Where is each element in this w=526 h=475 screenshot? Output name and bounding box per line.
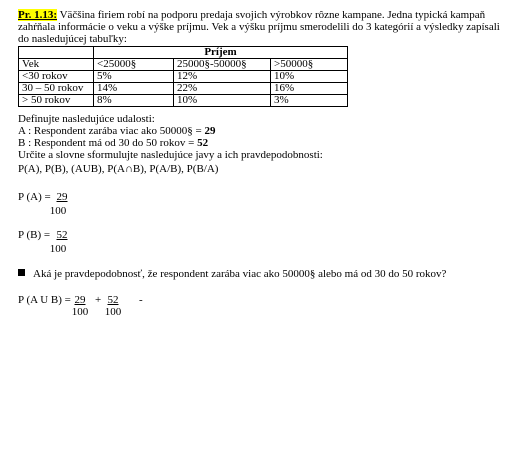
event-a-value: 29 [204,125,216,137]
event-b [18,137,208,149]
problem-intro-line1 [18,9,485,21]
pa-denominator: 100 [49,205,67,217]
table-cell: 30 – 50 rokov [19,83,94,95]
table-corner [19,47,94,59]
table-cell: 5% [94,71,174,83]
column-header: Vek [19,59,94,71]
pb-denominator: 100 [49,243,67,255]
events-heading: Definujte nasledujúce udalosti: [18,113,155,125]
q1-fraction-1: $\frac{29}{100}$ [71,294,89,318]
event-a [18,125,215,137]
column-header: 25000§-50000§ [174,59,271,71]
table-row [19,95,348,107]
table-group-header: Príjem [94,47,348,59]
table-row [19,83,348,95]
events-list: P(A), P(B), (AUB), P(A∩B), P(A/B), P(B/A) [18,163,219,175]
pa-lhs: P (A) = [18,191,51,203]
event-b-value: 52 [197,137,209,149]
table-cell: > 50 rokov [19,95,94,107]
question-1 [18,268,446,280]
table-row [19,71,348,83]
intro-text-1: Väčšina firiem robí na podporu predaja svojich výrobkov rôzne kampane. Jedna typická kampaň [59,9,486,21]
pa-numerator: 29 [56,191,68,203]
q1-plus: + [95,294,102,306]
table-cell: 8% [94,95,174,107]
q1-fraction-2: $\frac{52}{100}$ [104,294,122,318]
event-a-text: A : Respondent zarába viac ako 50000§ = [18,125,205,137]
column-header: >50000§ [271,59,348,71]
problem-intro-line3: do nasledujúcej tabuľky: [18,33,127,45]
problem-label: Pr. 1.13: [18,9,58,21]
event-b-text: B : Respondent má od 30 do 50 rokov = [18,137,198,149]
q1-minus: - [139,294,143,306]
problem-intro-line2: zahŕňala informácie o veku a výške príjmu. Vek a výšku príjmu smerodelili do 3 kategórií a výsledky zapísali [18,21,500,33]
bullet-square-icon [18,269,25,276]
table-cell: 10% [271,71,348,83]
pb-lhs: P (B) = [18,229,51,241]
events-task: Určite a slovne sformulujte nasledujúce javy a ich pravdepodobnosti: [18,149,323,161]
table-cell: 16% [271,83,348,95]
pb-numerator: 52 [56,229,68,241]
table-cell: <30 rokov [19,71,94,83]
table-cell: 22% [174,83,271,95]
income-age-table [18,46,348,107]
table-cell: 12% [174,71,271,83]
table-cell: 14% [94,83,174,95]
q1-lhs: P (A U B) = [18,294,71,306]
table-header-row [19,59,348,71]
table-cell: 3% [271,95,348,107]
column-header: <25000§ [94,59,174,71]
question-1-text: Aká je pravdepodobnosť, že respondent zarába viac ako 50000§ alebo má od 30 do 50 rokov? [33,268,447,280]
table-cell: 10% [174,95,271,107]
